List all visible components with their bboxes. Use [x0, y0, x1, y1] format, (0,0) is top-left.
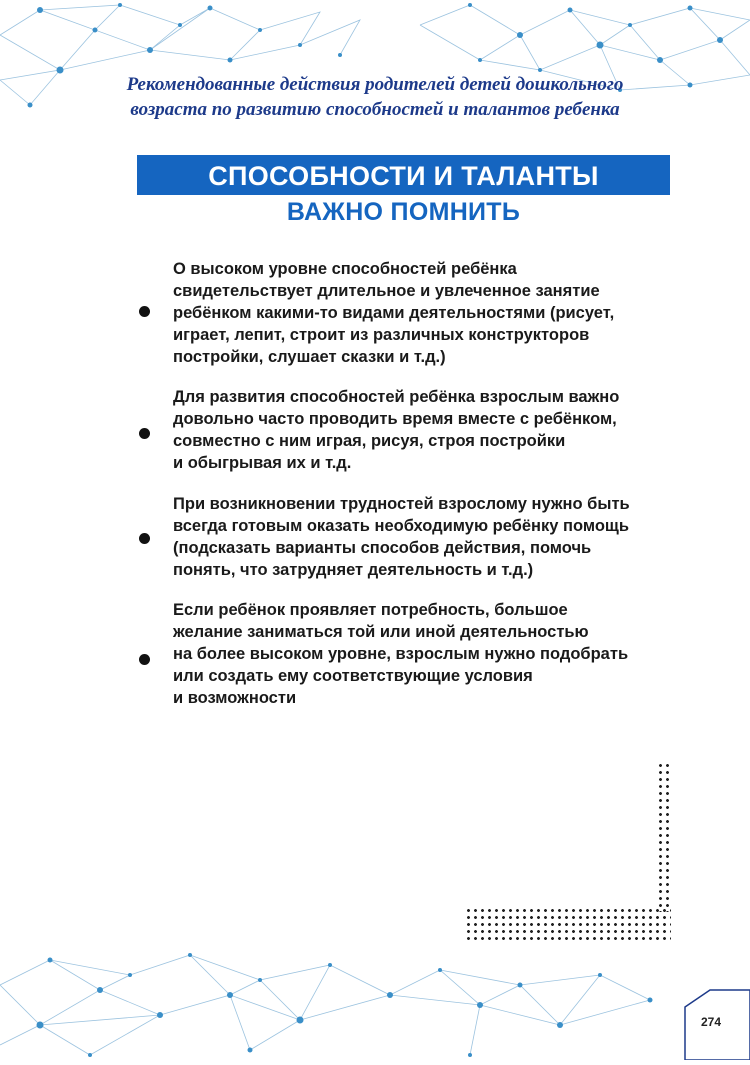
bullet-icon [139, 428, 150, 439]
list-item-text: Для развития способностей ребёнка взрослым важно довольно часто проводить время вместе с ребёнком, совместно с ним играя, рисуя, строя постройки и обыгрывая их и т.д. [173, 388, 620, 472]
dotted-decoration-horizontal [465, 907, 671, 942]
page-subtitle [0, 72, 750, 122]
list-item-text: О высоком уровне способностей ребёнка свидетельствует длительное и увлеченное занятие ребёнком какими-то видами деятельностями (рисует, играет, лепит, строит из различных конструкторов постройки, слушает сказки и т.д.) [173, 260, 615, 366]
subtitle-line: Рекомендованные действия родителей детей дошкольного [126, 74, 624, 95]
subtitle-line: возраста по развитию способностей и талантов ребенка [130, 99, 620, 120]
bullet-icon [139, 306, 150, 317]
title-banner: СПОСОБНОСТИ И ТАЛАНТЫ [137, 155, 670, 195]
page-number-badge [665, 985, 750, 1060]
list-item-text: Если ребёнок проявляет потребность, большое желание заниматься той или иной деятельностью на более высоком уровне, взрослым нужно подобрать или создать ему соответствующие условия и возможности [173, 601, 629, 707]
title-subheading: ВАЖНО ПОМНИТЬ [286, 198, 521, 226]
bullet-icon [139, 654, 150, 665]
page-number: 274 [700, 1015, 722, 1029]
dotted-decoration-vertical [657, 762, 671, 912]
list-item-text: При возникновении трудностей взрослому нужно быть всегда готовым оказать необходимую ребёнку помощь (подсказать варианты способов действия, помочь понять, что затрудняет деятельность и т.д.) [173, 495, 630, 579]
bullet-icon [139, 533, 150, 544]
network-decoration-bottom [0, 945, 750, 1060]
